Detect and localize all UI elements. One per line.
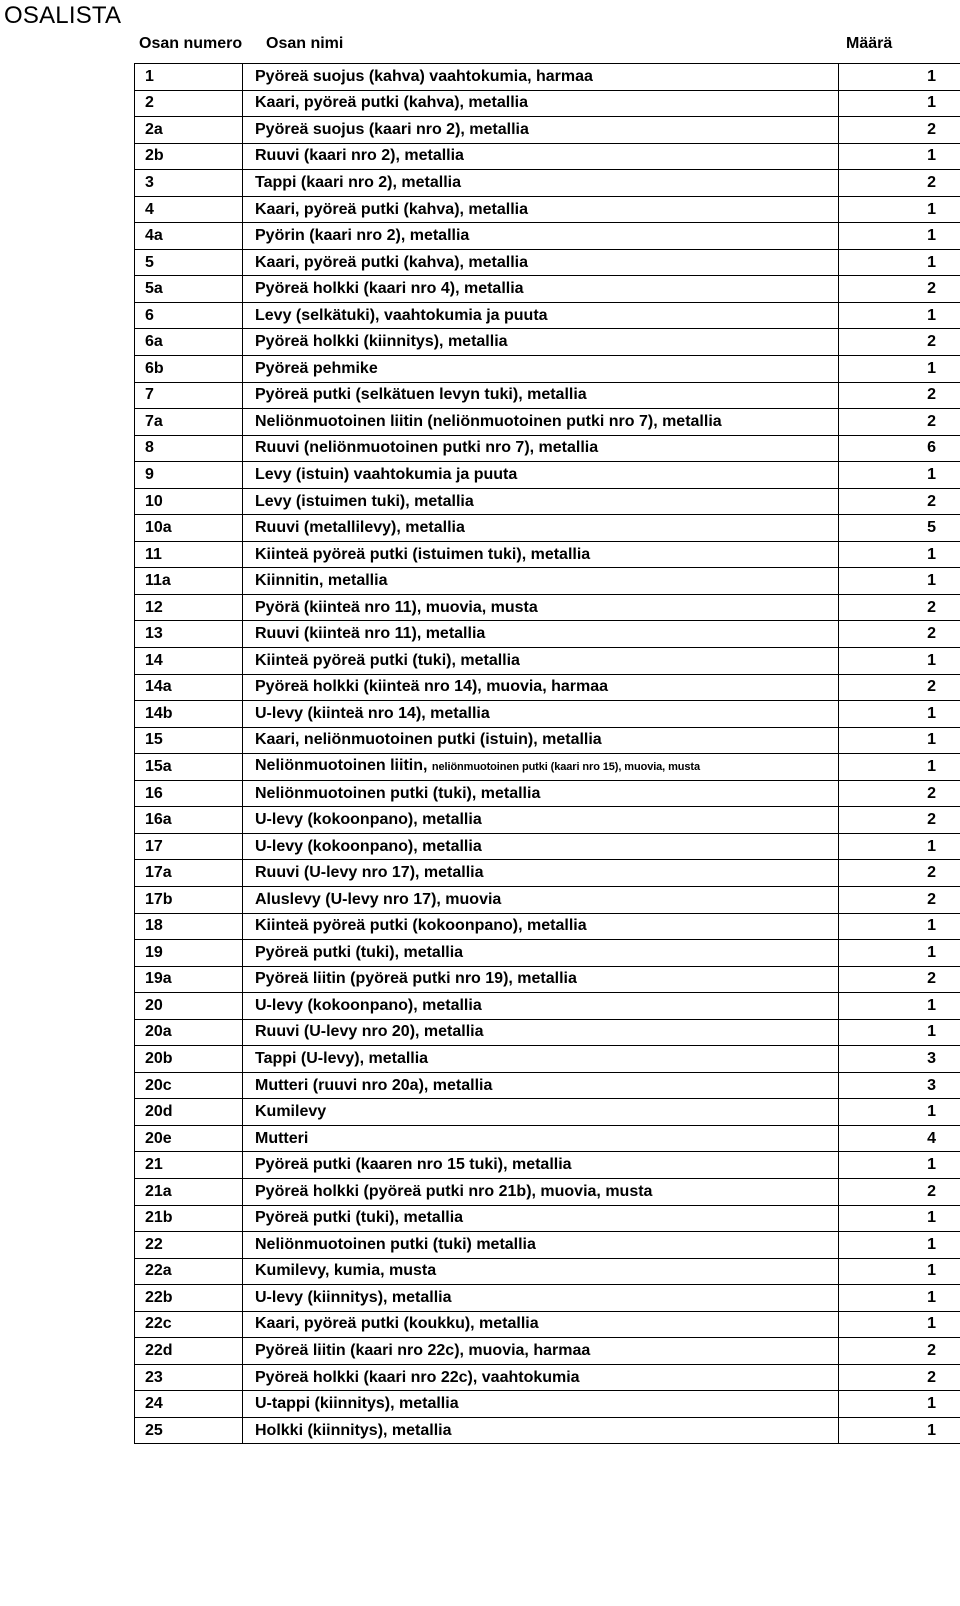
table-row <box>135 1258 960 1285</box>
part-name-text: Levy (istuimen tuki), metallia <box>255 492 474 510</box>
part-quantity-cell: 2 <box>839 860 960 887</box>
page-title: OSALISTA <box>4 2 122 29</box>
part-name-cell <box>243 223 839 250</box>
part-quantity-cell: 1 <box>839 754 960 781</box>
table-row <box>135 1311 960 1338</box>
part-name-cell <box>243 648 839 675</box>
part-number-cell: 7a <box>135 409 243 436</box>
part-name-cell <box>243 1391 839 1418</box>
part-name-text: U-tappi (kiinnitys), metallia <box>255 1395 459 1413</box>
table-row <box>135 674 960 701</box>
part-number-cell: 4 <box>135 196 243 223</box>
table-row <box>135 196 960 223</box>
part-quantity-cell: 1 <box>839 1311 960 1338</box>
part-name-cell <box>243 435 839 462</box>
part-name-cell <box>243 1311 839 1338</box>
part-number-cell: 22 <box>135 1232 243 1259</box>
part-number-cell: 23 <box>135 1364 243 1391</box>
part-name-cell <box>243 329 839 356</box>
part-number-cell: 21b <box>135 1205 243 1232</box>
table-row <box>135 940 960 967</box>
part-quantity-cell: 1 <box>839 1205 960 1232</box>
column-header-name: Osan nimi <box>266 35 344 52</box>
table-row <box>135 1232 960 1259</box>
part-name-text: Levy (selkätuki), vaahtokumia ja puuta <box>255 306 548 324</box>
part-name-cell <box>243 382 839 409</box>
part-number-cell: 2a <box>135 117 243 144</box>
table-row <box>135 833 960 860</box>
part-name-text: Neliönmuotoinen putki (tuki), metallia <box>255 784 541 802</box>
part-quantity-cell: 2 <box>839 674 960 701</box>
part-name-text: Pyöreä holkki (pyöreä putki nro 21b), muovia, musta <box>255 1182 653 1200</box>
part-number-cell: 22a <box>135 1258 243 1285</box>
part-name-text: Ruuvi (metallilevy), metallia <box>255 519 465 537</box>
part-number-cell: 19 <box>135 940 243 967</box>
part-name-text: U-levy (kokoonpano), metallia <box>255 837 482 855</box>
table-row <box>135 356 960 383</box>
part-name-text: Kaari, pyöreä putki (kahva), metallia <box>255 94 528 112</box>
part-name-cell <box>243 196 839 223</box>
part-name-cell <box>243 90 839 117</box>
part-quantity-cell: 1 <box>839 568 960 595</box>
part-quantity-cell: 5 <box>839 515 960 542</box>
part-name-cell <box>243 1125 839 1152</box>
part-quantity-cell: 2 <box>839 1338 960 1365</box>
part-number-cell: 7 <box>135 382 243 409</box>
part-name-text: Pyöreä holkki (kaari nro 4), metallia <box>255 280 524 298</box>
part-name-text: Pyöreä putki (selkätuen levyn tuki), metallia <box>255 386 587 404</box>
part-quantity-cell: 1 <box>839 993 960 1020</box>
part-quantity-cell: 1 <box>839 462 960 489</box>
table-header <box>0 35 960 57</box>
part-name-text: Kiinnitin, metallia <box>255 572 388 590</box>
part-name-cell <box>243 409 839 436</box>
part-number-cell: 17 <box>135 833 243 860</box>
part-name-text: Tappi (U-levy), metallia <box>255 1050 429 1067</box>
table-row <box>135 1338 960 1365</box>
table-row <box>135 223 960 250</box>
part-name-cell <box>243 1178 839 1205</box>
part-number-cell: 3 <box>135 170 243 197</box>
part-name-cell <box>243 780 839 807</box>
part-number-cell: 20e <box>135 1125 243 1152</box>
part-name-cell <box>243 754 839 781</box>
table-row <box>135 727 960 754</box>
part-number-cell: 1 <box>135 64 243 91</box>
table-row <box>135 621 960 648</box>
table-row <box>135 648 960 675</box>
part-quantity-cell: 3 <box>839 1072 960 1099</box>
part-quantity-cell: 2 <box>839 886 960 913</box>
part-quantity-cell: 2 <box>839 409 960 436</box>
part-quantity-cell: 2 <box>839 329 960 356</box>
part-name-cell <box>243 966 839 993</box>
part-name-cell <box>243 860 839 887</box>
part-number-cell: 8 <box>135 435 243 462</box>
part-number-cell: 11 <box>135 541 243 568</box>
table-row <box>135 409 960 436</box>
part-quantity-cell: 2 <box>839 276 960 303</box>
part-name-cell <box>243 249 839 276</box>
part-name-text: Mutteri (ruuvi nro 20a), metallia <box>255 1076 493 1094</box>
part-name-text: Pyöreä putki (tuki), metallia <box>255 943 464 961</box>
part-name-cell <box>243 1019 839 1046</box>
part-number-cell: 18 <box>135 913 243 940</box>
part-name-text: Pyöreä suojus (kaari nro 2), metallia <box>255 120 529 138</box>
table-row <box>135 1364 960 1391</box>
table-row <box>135 754 960 781</box>
part-name-text: Pyöreä holkki (kiinteä nro 14), muovia, harmaa <box>255 678 609 696</box>
part-number-cell: 25 <box>135 1417 243 1444</box>
part-number-cell: 6 <box>135 302 243 329</box>
table-row <box>135 807 960 834</box>
part-name-text: Levy (istuin) vaahtokumia ja puuta <box>255 465 518 483</box>
table-row <box>135 1152 960 1179</box>
part-quantity-cell: 2 <box>839 1178 960 1205</box>
part-quantity-cell: 3 <box>839 1046 960 1073</box>
table-row <box>135 1178 960 1205</box>
part-quantity-cell: 1 <box>839 913 960 940</box>
part-name-text: Ruuvi (U-levy nro 20), metallia <box>255 1023 484 1041</box>
part-quantity-cell: 1 <box>839 143 960 170</box>
table-row <box>135 701 960 728</box>
table-row <box>135 1046 960 1073</box>
part-name-text: Pyöreä liitin (pyöreä putki nro 19), metallia <box>255 970 577 988</box>
part-number-cell: 14a <box>135 674 243 701</box>
part-name-text: U-levy (kokoonpano), metallia <box>255 996 482 1014</box>
table-row <box>135 170 960 197</box>
table-row <box>135 1417 960 1444</box>
part-name-text: U-levy (kiinteä nro 14), metallia <box>255 704 490 722</box>
part-name-cell <box>243 356 839 383</box>
part-number-cell: 4a <box>135 223 243 250</box>
part-name-cell <box>243 117 839 144</box>
part-name-text: Kumilevy <box>255 1103 327 1121</box>
part-name-text: Mutteri <box>255 1129 309 1147</box>
part-number-cell: 21 <box>135 1152 243 1179</box>
part-number-cell: 22c <box>135 1311 243 1338</box>
part-name-cell <box>243 568 839 595</box>
part-quantity-cell: 1 <box>839 940 960 967</box>
part-quantity-cell: 1 <box>839 196 960 223</box>
part-number-cell: 20b <box>135 1046 243 1073</box>
part-name-cell <box>243 621 839 648</box>
part-quantity-cell: 2 <box>839 488 960 515</box>
part-name-text: Pyöreä putki (tuki), metallia <box>255 1209 464 1227</box>
table-row <box>135 515 960 542</box>
table-row <box>135 886 960 913</box>
part-name-text: Neliönmuotoinen liitin (neliönmuotoinen putki nro 7), metallia <box>255 412 722 430</box>
table-row <box>135 276 960 303</box>
part-number-cell: 21a <box>135 1178 243 1205</box>
part-number-cell: 20 <box>135 993 243 1020</box>
table-row <box>135 1072 960 1099</box>
part-quantity-cell: 1 <box>839 1099 960 1126</box>
table-row <box>135 780 960 807</box>
table-row <box>135 462 960 489</box>
table-row <box>135 594 960 621</box>
table-row <box>135 117 960 144</box>
part-number-cell: 13 <box>135 621 243 648</box>
part-quantity-cell: 2 <box>839 780 960 807</box>
part-name-cell <box>243 1099 839 1126</box>
part-name-cell <box>243 993 839 1020</box>
part-quantity-cell: 1 <box>839 648 960 675</box>
part-quantity-cell: 2 <box>839 170 960 197</box>
part-name-text: Aluslevy (U-levy nro 17), muovia <box>255 890 502 908</box>
part-name-text: Holkki (kiinnitys), metallia <box>255 1421 452 1439</box>
part-quantity-cell: 1 <box>839 1152 960 1179</box>
part-name-cell <box>243 541 839 568</box>
part-name-text: Kiinteä pyöreä putki (istuimen tuki), metallia <box>255 545 591 563</box>
part-quantity-cell: 2 <box>839 382 960 409</box>
part-number-cell: 2 <box>135 90 243 117</box>
part-name-text: Pyörin (kaari nro 2), metallia <box>255 227 470 245</box>
part-quantity-cell: 1 <box>839 1285 960 1312</box>
part-quantity-cell: 1 <box>839 1258 960 1285</box>
parts-table <box>134 63 960 1444</box>
part-name-cell <box>243 1338 839 1365</box>
part-number-cell: 15 <box>135 727 243 754</box>
part-name-cell <box>243 170 839 197</box>
part-name-text: Pyöreä holkki (kiinnitys), metallia <box>255 333 508 351</box>
part-name-cell <box>243 1285 839 1312</box>
part-name-cell <box>243 276 839 303</box>
table-row <box>135 568 960 595</box>
part-name-cell <box>243 886 839 913</box>
part-quantity-cell: 1 <box>839 356 960 383</box>
column-header-quantity: Määrä <box>846 35 893 52</box>
part-quantity-cell: 1 <box>839 64 960 91</box>
part-name-cell <box>243 1152 839 1179</box>
part-number-cell: 16 <box>135 780 243 807</box>
part-name-cell <box>243 302 839 329</box>
part-number-cell: 19a <box>135 966 243 993</box>
part-name-cell <box>243 833 839 860</box>
part-number-cell: 14b <box>135 701 243 728</box>
part-quantity-cell: 2 <box>839 117 960 144</box>
table-row <box>135 488 960 515</box>
part-number-cell: 12 <box>135 594 243 621</box>
part-name-cell <box>243 143 839 170</box>
part-name-cell <box>243 1072 839 1099</box>
part-name-cell <box>243 1232 839 1259</box>
part-name-text: Neliönmuotoinen liitin, <box>255 757 428 775</box>
part-quantity-cell: 1 <box>839 223 960 250</box>
part-number-cell: 10 <box>135 488 243 515</box>
part-name-text: U-levy (kiinnitys), metallia <box>255 1288 452 1306</box>
part-name-cell <box>243 64 839 91</box>
part-name-text: Kiinteä pyöreä putki (tuki), metallia <box>255 651 520 669</box>
part-name-cell <box>243 727 839 754</box>
part-name-text: Kumilevy, kumia, musta <box>255 1262 437 1280</box>
part-quantity-cell: 1 <box>839 90 960 117</box>
part-name-cell <box>243 1258 839 1285</box>
part-name-cell <box>243 515 839 542</box>
part-quantity-cell: 1 <box>839 302 960 329</box>
table-row <box>135 541 960 568</box>
part-name-text: Kaari, pyöreä putki (kahva), metallia <box>255 200 528 218</box>
part-name-detail-text: neliönmuotoinen putki (kaari nro 15), muovia, musta <box>431 761 700 774</box>
table-row <box>135 993 960 1020</box>
part-name-cell <box>243 940 839 967</box>
part-name-cell <box>243 701 839 728</box>
part-name-text: Pyöreä putki (kaaren nro 15 tuki), metallia <box>255 1156 572 1174</box>
part-number-cell: 20a <box>135 1019 243 1046</box>
part-number-cell: 20c <box>135 1072 243 1099</box>
part-name-text: Pyöreä holkki (kaari nro 22c), vaahtokumia <box>255 1368 580 1386</box>
part-name-cell <box>243 488 839 515</box>
part-name-text: Pyöreä suojus (kahva) vaahtokumia, harmaa <box>255 67 593 85</box>
table-row <box>135 64 960 91</box>
part-number-cell: 2b <box>135 143 243 170</box>
part-name-text: Neliönmuotoinen putki (tuki) metallia <box>255 1235 536 1253</box>
part-quantity-cell: 2 <box>839 594 960 621</box>
table-row <box>135 329 960 356</box>
part-name-cell <box>243 674 839 701</box>
table-row <box>135 966 960 993</box>
part-number-cell: 24 <box>135 1391 243 1418</box>
parts-table-body <box>135 64 960 1444</box>
table-row <box>135 302 960 329</box>
table-row <box>135 1125 960 1152</box>
table-row <box>135 1099 960 1126</box>
part-name-text: Pyörä (kiinteä nro 11), muovia, musta <box>255 598 538 616</box>
part-quantity-cell: 1 <box>839 1232 960 1259</box>
part-quantity-cell: 4 <box>839 1125 960 1152</box>
table-row <box>135 1019 960 1046</box>
part-quantity-cell: 1 <box>839 833 960 860</box>
part-name-cell <box>243 1205 839 1232</box>
part-number-cell: 17a <box>135 860 243 887</box>
part-name-text: Ruuvi (U-levy nro 17), metallia <box>255 864 484 882</box>
part-number-cell: 20d <box>135 1099 243 1126</box>
part-number-cell: 22b <box>135 1285 243 1312</box>
table-row <box>135 1205 960 1232</box>
part-quantity-cell: 1 <box>839 1391 960 1418</box>
part-number-cell: 5 <box>135 249 243 276</box>
part-name-cell <box>243 462 839 489</box>
column-header-number: Osan numero <box>139 35 243 52</box>
part-number-cell: 5a <box>135 276 243 303</box>
part-quantity-cell: 2 <box>839 1364 960 1391</box>
part-quantity-cell: 2 <box>839 966 960 993</box>
part-quantity-cell: 6 <box>839 435 960 462</box>
part-name-text: Kaari, pyöreä putki (kahva), metallia <box>255 253 528 271</box>
part-name-cell <box>243 1364 839 1391</box>
part-name-cell <box>243 913 839 940</box>
table-row <box>135 249 960 276</box>
part-name-cell <box>243 807 839 834</box>
part-quantity-cell: 2 <box>839 621 960 648</box>
part-number-cell: 6b <box>135 356 243 383</box>
part-quantity-cell: 1 <box>839 1417 960 1444</box>
part-number-cell: 6a <box>135 329 243 356</box>
part-name-text: Ruuvi (kaari nro 2), metallia <box>255 147 464 165</box>
table-row <box>135 435 960 462</box>
part-number-cell: 10a <box>135 515 243 542</box>
part-name-text: Kiinteä pyöreä putki (kokoonpano), metallia <box>255 917 587 935</box>
part-quantity-cell: 1 <box>839 249 960 276</box>
table-row <box>135 90 960 117</box>
part-quantity-cell: 2 <box>839 807 960 834</box>
part-name-text: Tappi (kaari nro 2), metallia <box>255 173 461 191</box>
part-name-text: Kaari, neliönmuotoinen putki (istuin), metallia <box>255 731 602 749</box>
part-name-cell <box>243 1417 839 1444</box>
table-row <box>135 382 960 409</box>
table-row <box>135 143 960 170</box>
part-name-cell <box>243 1046 839 1073</box>
part-number-cell: 22d <box>135 1338 243 1365</box>
table-row <box>135 913 960 940</box>
table-row <box>135 860 960 887</box>
part-number-cell: 11a <box>135 568 243 595</box>
part-number-cell: 9 <box>135 462 243 489</box>
part-quantity-cell: 1 <box>839 1019 960 1046</box>
part-name-text: Pyöreä liitin (kaari nro 22c), muovia, harmaa <box>255 1342 591 1360</box>
part-quantity-cell: 1 <box>839 701 960 728</box>
part-quantity-cell: 1 <box>839 541 960 568</box>
table-row <box>135 1391 960 1418</box>
part-number-cell: 16a <box>135 807 243 834</box>
part-number-cell: 15a <box>135 754 243 781</box>
part-name-text: U-levy (kokoonpano), metallia <box>255 811 482 829</box>
part-name-text: Kaari, pyöreä putki (koukku), metallia <box>255 1315 539 1333</box>
part-name-text: Ruuvi (neliönmuotoinen putki nro 7), metallia <box>255 439 599 457</box>
part-name-text: Pyöreä pehmike <box>255 359 378 377</box>
part-number-cell: 14 <box>135 648 243 675</box>
table-row <box>135 1285 960 1312</box>
part-number-cell: 17b <box>135 886 243 913</box>
part-name-text: Ruuvi (kiinteä nro 11), metallia <box>255 625 486 643</box>
part-quantity-cell: 1 <box>839 727 960 754</box>
part-name-cell <box>243 594 839 621</box>
